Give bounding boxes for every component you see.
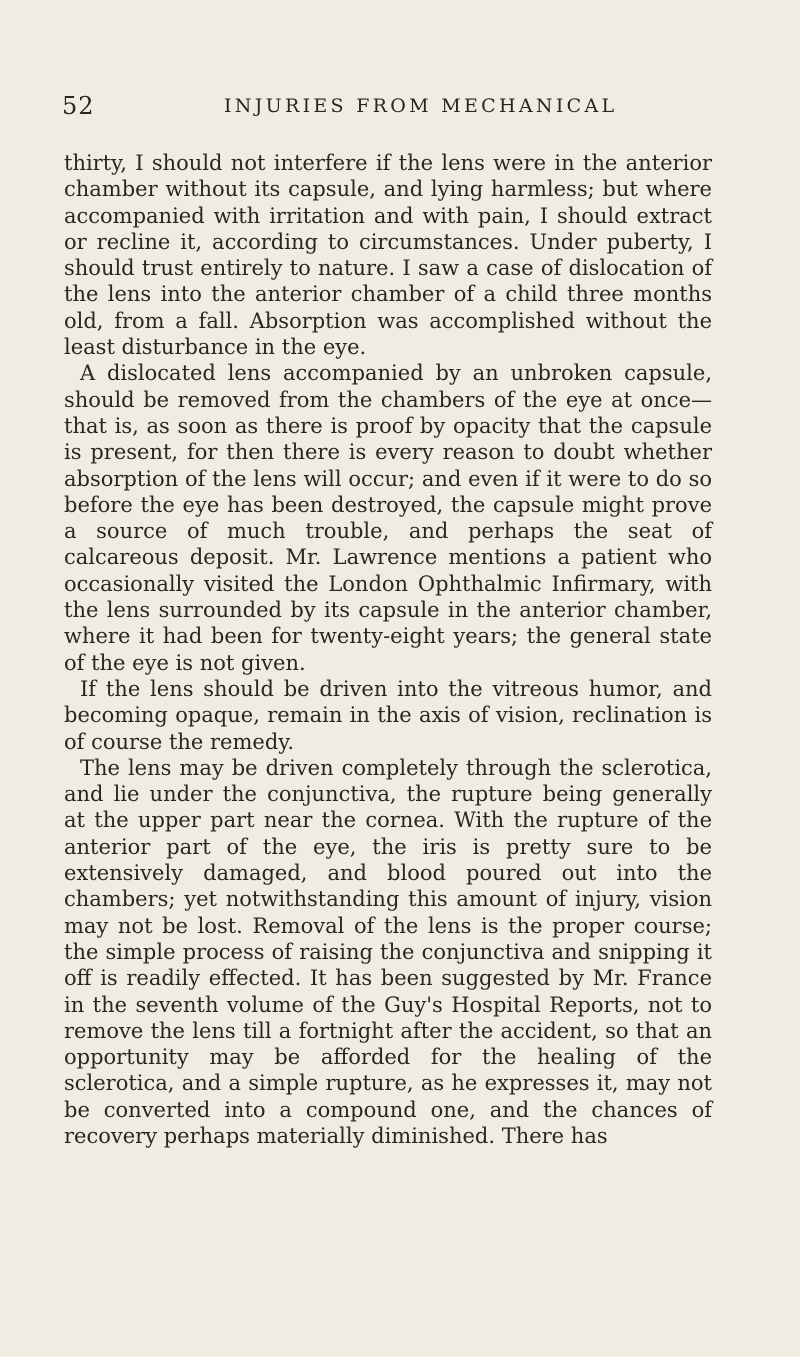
page-header	[62, 92, 762, 132]
body-text	[64, 150, 712, 1149]
paragraph-sclerotica-rupture: The lens may be driven completely through the sclerotica, and lie under the conjunctiva, the rupture being generally at the upper part near the cornea. With the rupture of the anterior part of the eye, the iris is pretty sure to be extensively damaged, and blood poured out into the chambers; yet notwithstanding this amount of injury, vision may not be lost. Removal of the lens is the proper course; the simple process of raising the conjunctiva and snipping it off is readily effected. It has been suggested by Mr. France in the seventh volume of the Guy's Hospital Reports, not to remove the lens till a fortnight after the accident, so that an opportunity may be afforded for the healing of the sclerotica, and a simple rupture, as he expresses it, may not be converted into a compound one, and the chances of recovery perhaps materially diminished. There has	[64, 755, 712, 1148]
paragraph-dislocated-lens: A dislocated lens accompanied by an unbroken capsule, should be removed from the chambers of the eye at once—that is, as soon as there is proof by opacity that the capsule is present, for then there is every reason to doubt whether absorption of the lens will occur; and even if it were to do so before the eye has been destroyed, the capsule might prove a source of much trouble, and perhaps the seat of calcareous deposit. Mr. Lawrence mentions a patient who occasionally visited the London Ophthalmic Infirmary, with the lens surrounded by its capsule in the anterior chamber, where it had been for twenty-eight years; the general state of the eye is not given.	[64, 361, 712, 675]
paragraph-continuation: thirty, I should not interfere if the lens were in the anterior chamber without its capsule, and lying harmless; but where accompanied with irritation and with pain, I should extract or recline it, according to circumstances. Under puberty, I should trust entirely to nature. I saw a case of dislocation of the lens into the anterior chamber of a child three months old, from a fall. Absorption was accomplished without the least disturbance in the eye.	[64, 151, 712, 360]
page-number: 52	[62, 92, 95, 120]
paragraph-vitreous-humor: If the lens should be driven into the vitreous humor, and becoming opaque, remain in the axis of vision, reclination is of course the remedy.	[64, 676, 712, 754]
running-title: INJURIES FROM MECHANICAL	[224, 95, 618, 117]
